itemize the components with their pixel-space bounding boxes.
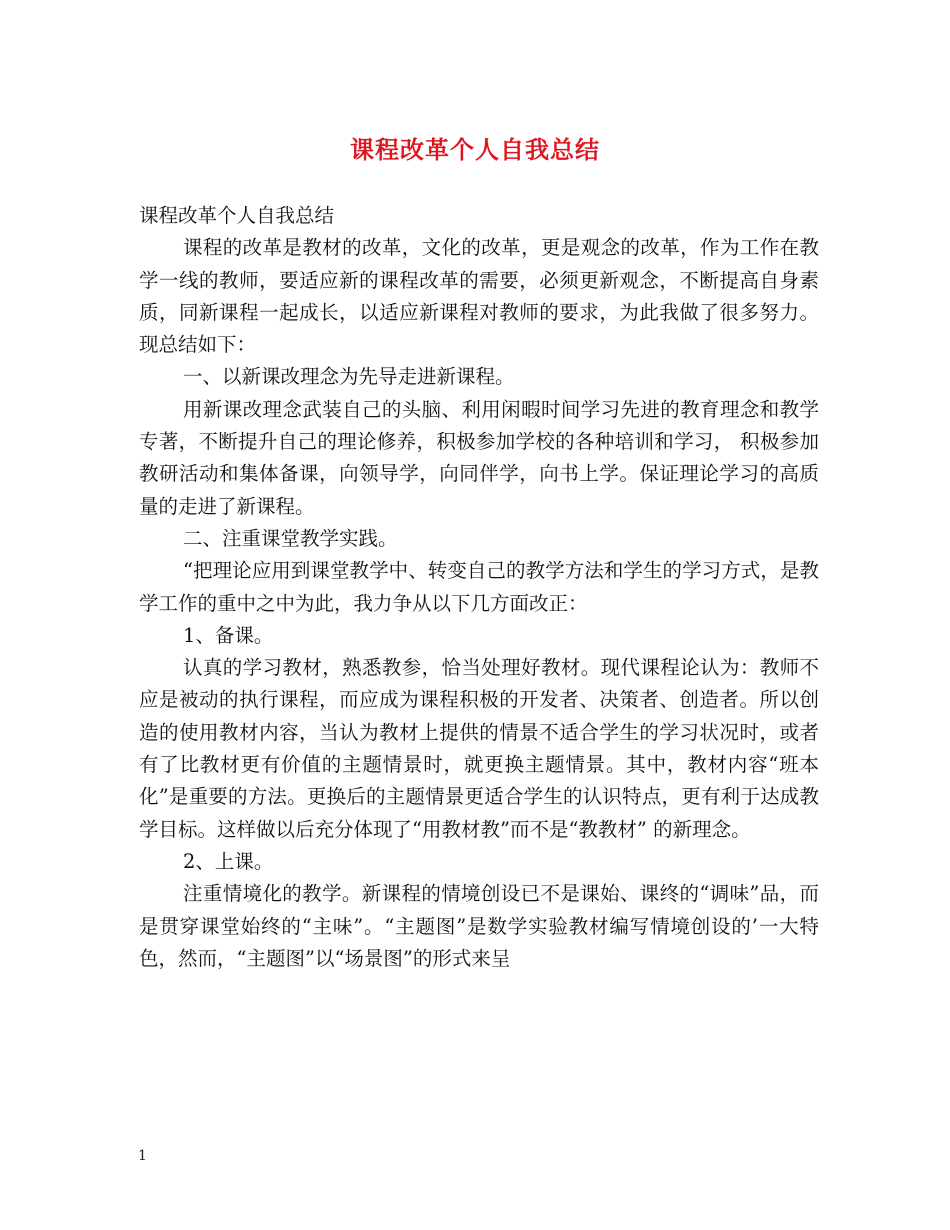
document-title: 课程改革个人自我总结 [350, 135, 600, 164]
section-heading: 二、注重课堂教学实践。 [183, 526, 398, 550]
paragraph: 课程的改革是教材的改革，文化的改革，更是观念的改革，作为工作在教学一线的教师，要适应新的课程改革的需要，必须更新观念，不断提高自身素质，同新课程一起成长，以适应新课程对教师的要求，为此我做了很多努力。现总结如下： [139, 236, 819, 357]
paragraph: 认真的学习教材，熟悉教参，恰当处理好教材。现代课程论认为：教师不应是被动的执行课程，而应成为课程积极的开发者、决策者、创造者。所以创造的使用教材内容，当认为教材上提供的情景不适合学生的学习状况时，或者有了比教材更有价值的主题情景时，就更换主题情景。其中，教材内容“班本化”是重要的方法。更换后的主题情景更适合学生的认识特点，更有利于达成教学目标。这样做以后充分体现了“用教材教”而不是“教教材” 的新理念。 [139, 656, 819, 841]
paragraph: 课程改革个人自我总结 [139, 204, 335, 227]
subsection-heading: 2、上课。 [183, 849, 274, 873]
subsection-heading: 1、备课。 [183, 623, 274, 647]
paragraph: “把理论应用到课堂教学中、转变自己的教学方法和学生的学习方式，是教学工作的重中之中为此，我力争从以下几方面改正： [139, 559, 819, 615]
paragraph: 注重情境化的教学。新课程的情境创设已不是课始、课终的“调味”品，而是贯穿课堂始终的“主味”。“主题图”是数学实验教材编写情境创设的’一大特色，然而，“主题图”以“场景图”的形式来呈 [139, 882, 819, 970]
paragraph: 用新课改理念武装自己的头脑、利用闲暇时间学习先进的教育理念和教学专著，不断提升自己的理论修养，积极参加学校的各种培训和学习， 积极参加教研活动和集体备课，向领导学，向同伴学，向书上学。保证理论学习的高质量的走进了新课程。 [139, 397, 819, 518]
section-heading: 一、以新课改理念为先导走进新课程。 [183, 365, 515, 389]
document-body [139, 200, 819, 975]
page-number: 1 [138, 1148, 147, 1164]
